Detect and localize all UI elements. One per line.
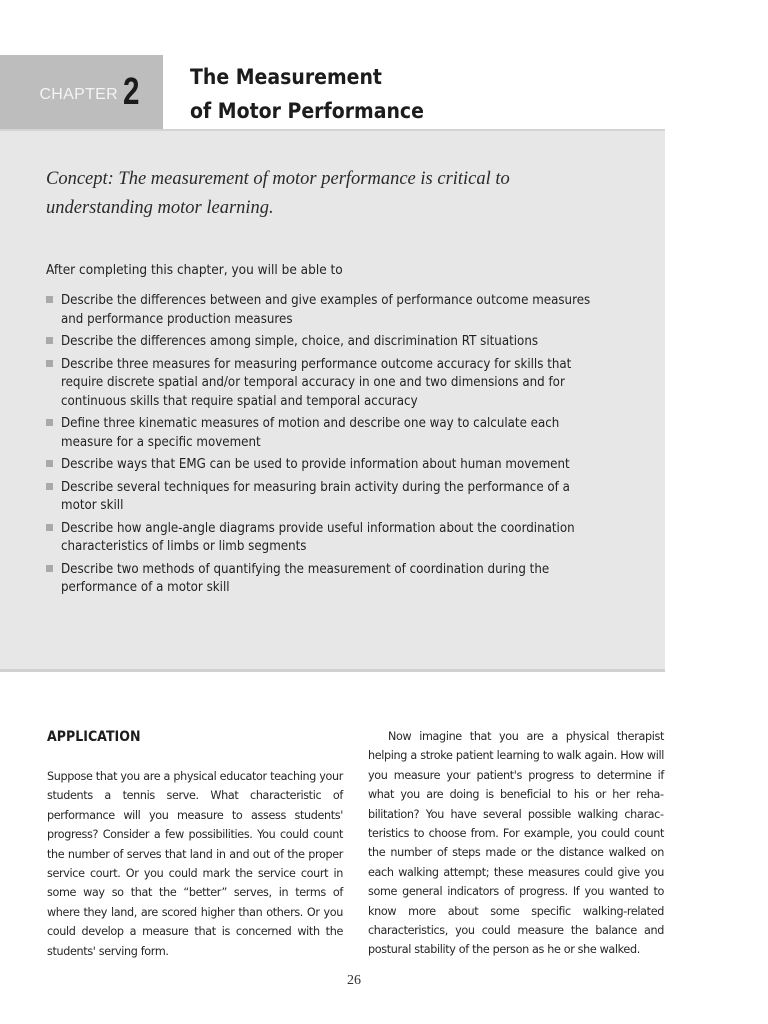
square-bullet-icon	[46, 337, 53, 344]
objective-item	[46, 478, 646, 515]
page-number: 26	[347, 973, 361, 988]
chapter-title	[190, 60, 424, 128]
square-bullet-icon	[46, 483, 53, 490]
application-heading: APPLICATION	[47, 729, 141, 745]
application-paragraph-2: Now imagine that you are a physical therapist helping a stroke patient learning to walk again. How will you measure your patient's progress to determine if what you are doing is beneficial to his or her rehabilitation? You have several possible walking characteristics to choose from. For example, you could count the number of steps made or the distance walked on each walking attempt; these measures could give you some general indicators of progress. If you wanted to know more about some specific walking-related characteristics, you could measure the balance and postural stability of the person as he or she walked.	[368, 730, 664, 957]
objective-text: Describe ways that EMG can be used to provide information about human movement	[61, 456, 570, 472]
learning-objectives-box	[0, 129, 665, 672]
objective-item	[46, 560, 646, 597]
objective-text: Describe how angle-angle diagrams provide useful information about the coordination characteristics of limbs or limb segments	[61, 519, 575, 554]
objective-item	[46, 455, 646, 474]
objectives-intro: After completing this chapter, you will be able to	[46, 262, 343, 278]
objective-text: Define three kinematic measures of motion and describe one way to calculate each measure for a specific movement	[61, 415, 560, 450]
objective-item	[46, 332, 646, 351]
square-bullet-icon	[46, 296, 53, 303]
objective-text: Describe several techniques for measuring brain activity during the performance of a motor skill	[61, 478, 570, 513]
square-bullet-icon	[46, 360, 53, 367]
objective-item	[46, 355, 646, 411]
square-bullet-icon	[46, 565, 53, 572]
concept-statement: Concept: The measurement of motor performance is critical to understanding motor learning.	[46, 169, 510, 218]
chapter-title-line2: of Motor Performance	[190, 99, 424, 123]
square-bullet-icon	[46, 419, 53, 426]
objective-text: Describe three measures for measuring performance outcome accuracy for skills that require discrete spatial and/or temporal accuracy in one and two dimensions and for continuous skills that require spatial and temporal accuracy	[61, 355, 572, 409]
objectives-list	[46, 291, 646, 601]
chapter-number: 2	[123, 71, 140, 113]
objective-item	[46, 291, 646, 328]
right-column	[368, 727, 664, 960]
chapter-label-box	[0, 55, 163, 129]
application-paragraph-1: Suppose that you are a physical educator teaching your students a tennis serve. What characteristic of performance will you measure to assess students' progress? Consider a few possibilities. You could count the number of serves that land in and out of the proper service court. Or you could mark the service court in some way so that the “better” serves, in terms of where they land, are scored higher than others. Or you could develop a measure that is concerned with the students' serving form.	[47, 770, 343, 958]
chapter-title-line1: The Measurement	[190, 65, 382, 89]
objective-item	[46, 519, 646, 556]
objective-text: Describe the differences among simple, choice, and discrimination RT situations	[61, 333, 539, 349]
objective-text: Describe the differences between and give examples of performance outcome measures and performance production measures	[61, 292, 591, 327]
left-column	[47, 727, 343, 961]
objective-item	[46, 414, 646, 451]
square-bullet-icon	[46, 524, 53, 531]
square-bullet-icon	[46, 460, 53, 467]
chapter-label: CHAPTER	[39, 86, 118, 103]
objective-text: Describe two methods of quantifying the measurement of coordination during the performance of a motor skill	[61, 560, 550, 595]
